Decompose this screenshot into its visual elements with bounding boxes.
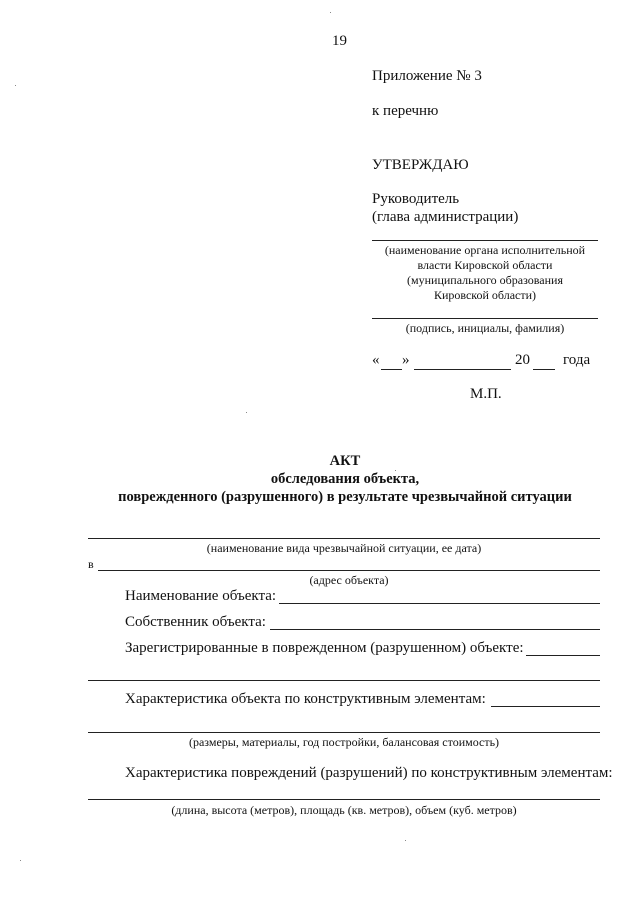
- signature-line: [372, 318, 598, 319]
- org-caption-1: (наименование органа исполнительной: [384, 243, 586, 257]
- act-subtitle-2: поврежденного (разрушенного) в результате чрезвычайной ситуации: [118, 489, 572, 505]
- in-prefix: в: [88, 557, 94, 571]
- head-title: Руководитель: [372, 191, 460, 207]
- address-line: [98, 570, 600, 571]
- date-month-line: [414, 369, 511, 370]
- owner-label: Собственник объекта:: [125, 614, 266, 630]
- scan-speck: [330, 12, 331, 13]
- head-subtitle: (глава администрации): [372, 209, 519, 225]
- act-subtitle-1: обследования объекта,: [270, 471, 420, 487]
- org-caption-3: (муниципального образования: [407, 273, 563, 287]
- scan-speck: [405, 840, 406, 841]
- structural-caption: (размеры, материалы, год постройки, балансовая стоимость): [188, 735, 500, 749]
- org-caption-2: власти Кировской области: [417, 258, 553, 272]
- structural-label: Характеристика объекта по конструктивным элементам:: [125, 691, 486, 707]
- org-name-line: [372, 240, 598, 241]
- date-century: 20: [515, 352, 530, 368]
- object-name-line: [279, 603, 600, 604]
- registered-line-full: [88, 680, 600, 681]
- page-number: 19: [332, 33, 347, 49]
- date-close-quote: »: [402, 352, 410, 368]
- damage-caption: (длина, высота (метров), площадь (кв. метров), объем (куб. метров): [171, 803, 517, 817]
- scan-speck: [20, 860, 21, 861]
- object-name-label: Наименование объекта:: [125, 588, 277, 604]
- structural-line-full: [88, 732, 600, 733]
- appendix-subtitle: к перечню: [372, 103, 439, 119]
- scan-speck: [15, 85, 16, 86]
- date-year-word: года: [563, 352, 591, 368]
- emergency-line: [88, 538, 600, 539]
- date-open-quote: «: [372, 352, 380, 368]
- damage-label: Характеристика повреждений (разрушений) по конструктивным элементам:: [125, 765, 613, 781]
- stamp-placeholder: М.П.: [470, 386, 502, 402]
- org-caption-4: Кировской области): [433, 288, 537, 302]
- scan-speck: [395, 470, 396, 471]
- act-title: АКТ: [329, 453, 361, 469]
- registered-label: Зарегистрированные в поврежденном (разрушенном) объекте:: [125, 640, 524, 656]
- address-caption: (адрес объекта): [309, 573, 389, 587]
- appendix-title: Приложение № 3: [372, 68, 482, 84]
- owner-line: [270, 629, 600, 630]
- damage-line: [88, 799, 600, 800]
- date-day-line: [381, 369, 402, 370]
- signature-caption: (подпись, инициалы, фамилия): [405, 321, 565, 335]
- emergency-caption: (наименование вида чрезвычайной ситуации, ее дата): [206, 541, 482, 555]
- date-year-line: [533, 369, 555, 370]
- scan-speck: [246, 412, 247, 413]
- structural-line-end: [491, 706, 600, 707]
- registered-line-end: [526, 655, 600, 656]
- approve-heading: УТВЕРЖДАЮ: [372, 157, 469, 173]
